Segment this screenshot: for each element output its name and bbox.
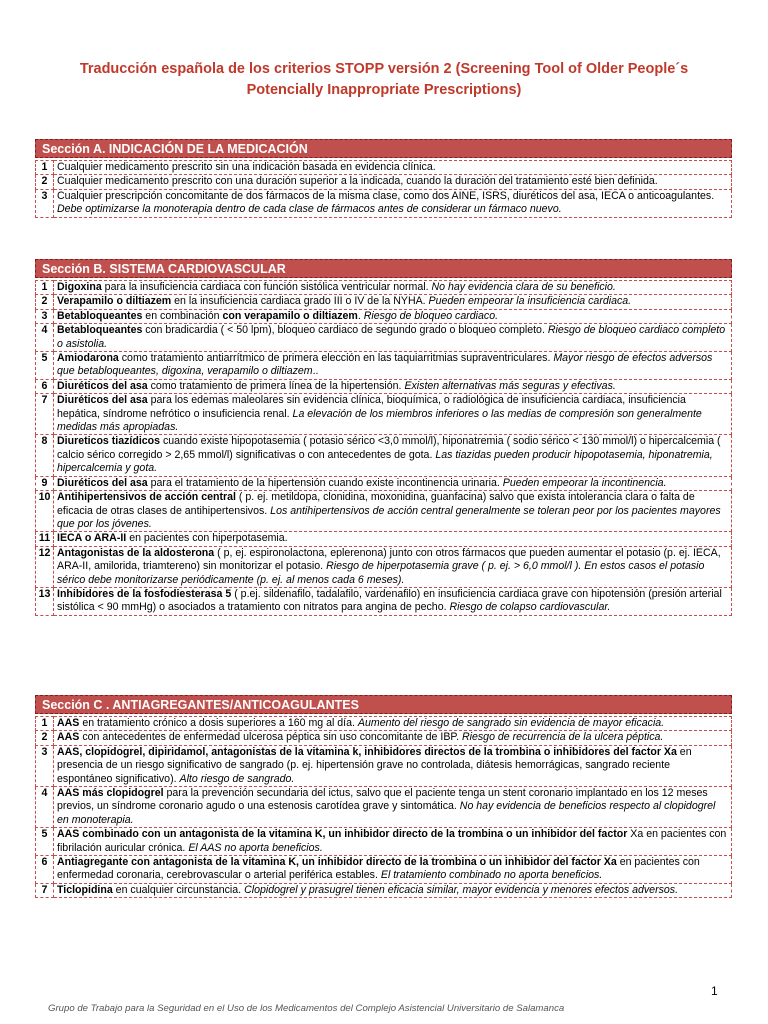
section-heading: Sección C . ANTIAGREGANTES/ANTICOAGULANTES <box>35 695 732 714</box>
criterion-text-segment: AAS más clopidogrel <box>57 787 164 800</box>
criterion-text-segment: en combinación <box>142 309 223 322</box>
criterion-text-segment: para la insuficiencia cardiaca con función sistólica ventricular normal. <box>101 281 432 293</box>
criterion-row <box>36 787 732 828</box>
criterion-text <box>54 324 732 352</box>
section-b <box>35 259 732 616</box>
criterion-text <box>54 175 732 189</box>
criterion-text-segment: Diureticos tiazídicos <box>57 435 161 448</box>
criterion-text <box>54 828 732 856</box>
criterion-row <box>36 745 732 786</box>
criterion-row <box>36 532 732 546</box>
criterion-row <box>36 295 732 309</box>
criterion-text-segment: Riesgo de bloqueo cardiaco. <box>363 309 499 322</box>
criterion-text <box>54 856 732 884</box>
criterion-number: 3 <box>36 189 54 217</box>
criterion-row <box>36 546 732 587</box>
criterion-text <box>54 787 732 828</box>
criterion-text-segment: para los edemas maleolares sin evidencia clínica, bioquímica, o radiológica de insuficiencia cardiaca, insuficiencia hepática, síndrome nefrótico o insuficiencia renal. <box>57 394 686 420</box>
criterion-text-segment: Cualquier medicamento prescrito sin una indicación basada en evidencia clínica. <box>57 161 436 173</box>
criterion-text <box>54 295 732 309</box>
criterion-row <box>36 828 732 856</box>
criterion-row <box>36 435 732 476</box>
criterion-number: 3 <box>36 745 54 786</box>
criterion-text <box>54 717 732 731</box>
criterion-number: 1 <box>36 161 54 175</box>
criterion-text-segment: Diuréticos del asa <box>57 379 148 392</box>
criterion-text-segment: .. <box>312 365 319 378</box>
criterion-text <box>54 352 732 380</box>
criterion-text <box>54 379 732 393</box>
criterion-number: 4 <box>36 787 54 828</box>
document-title-line-2: Potencially Inappropriate Prescriptions) <box>246 82 522 98</box>
criterion-text-segment: en pacientes con enfermedad coronaria, cerebrovascular o arterial periférica estables. <box>57 856 700 882</box>
criterion-text <box>54 394 732 435</box>
criterion-text <box>54 731 732 745</box>
criterion-text-segment: ( p. ej. metildopa, clonidina, moxonidina, guanfacina) salvo que exista intolerancia clara o falta de eficacia de otras clases de antihipertensivos. <box>57 491 695 517</box>
criterion-text-segment: Antiagregante con antagonista de la vitamina K, un inhibidor directo de la trombina o un inhibidor del factor Xa <box>57 856 617 869</box>
criterion-text-segment: AAS combinado con un antagonista de la vitamina K, un inhibidor directo de la trombina o un inhibidor del factor <box>57 828 628 841</box>
criterion-text-segment: para la prevención secundaria del ictus, salvo que el paciente tenga un stent coronario implantado en los 12 meses previos, un síndrome coronario agudo o una estenosis carotídea grave y sintomática. <box>57 787 708 813</box>
criterion-text-segment: con bradicardia ( < 50 lpm), bloqueo cardiaco de segundo grado o bloqueo completo. <box>142 324 548 337</box>
criterion-row <box>36 731 732 745</box>
criterion-text-segment: AAS <box>57 731 80 744</box>
criterion-text <box>54 476 732 490</box>
criterion-text-segment: Diuréticos del asa <box>57 394 148 407</box>
section-c <box>35 695 732 898</box>
criterion-text-segment: Riesgo de colapso cardiovascular. <box>449 601 611 614</box>
criterion-number: 4 <box>36 324 54 352</box>
criterion-text-segment: AAS, clopidogrel, dipiridamol, antagonistas de la vitamina k, inhibidores directos de la trombina o inhibidores del factor Xa <box>57 745 677 758</box>
section-a <box>35 139 732 218</box>
criterion-text-segment: AAS <box>57 717 80 729</box>
criterion-number: 2 <box>36 295 54 309</box>
criterion-row <box>36 856 732 884</box>
footer-text: Grupo de Trabajo para la Seguridad en el Uso de los Medicamentos del Complejo Asistencial Universitario de Salamanca <box>48 1003 565 1014</box>
document-title-line-1: Traducción española de los criterios STOPP versión 2 (Screening Tool of Older People´s <box>79 61 689 77</box>
criteria-table <box>35 716 732 898</box>
criterion-text-segment: Riesgo de hiperpotasemia grave ( p. ej. > 6,0 mmol/l ). En estos casos el potasio sérico debe monitorizarse periódicamente (p. ej. al menos cada 6 meses). <box>57 560 705 586</box>
criterion-text-segment: Cualquier prescripción concomitante de dos fármacos de la misma clase, como dos AINE, ISRS, diuréticos del asa, IECA o anticoagulantes. <box>57 189 715 202</box>
criterion-text-segment: en tratamiento crónico a dosis superiores a 160 mg al día. <box>79 717 358 729</box>
criterion-row <box>36 717 732 731</box>
criterion-number: 13 <box>36 587 54 615</box>
criterion-number: 12 <box>36 546 54 587</box>
criterion-number: 6 <box>36 379 54 393</box>
criterion-text-segment: en la insuficiencia cardiaca grado III o IV de la NYHA. <box>171 295 429 308</box>
criterion-text-segment: en presencia de un riesgo significativo de sangrado (p. ej. hipertensión grave no controlada, diátesis hemorrágicas, sangrado reciente espontáneo significativo). <box>57 745 692 785</box>
criterion-number: 8 <box>36 435 54 476</box>
criterion-text-segment: como tratamiento de primera línea de la hipertensión. <box>147 379 405 392</box>
criterion-text-segment: IECA o ARA-II <box>57 532 127 545</box>
criterion-text-segment: . <box>357 309 364 322</box>
criterion-text <box>54 587 732 615</box>
criterion-row <box>36 352 732 380</box>
criterion-row <box>36 309 732 323</box>
criterion-row <box>36 175 732 189</box>
criterion-number: 3 <box>36 309 54 323</box>
criterion-text-segment: Digoxina <box>57 281 102 293</box>
criterion-text <box>54 281 732 295</box>
section-heading: Sección B. SISTEMA CARDIOVASCULAR <box>35 259 732 278</box>
criterion-number: 2 <box>36 731 54 745</box>
criteria-table <box>35 160 732 218</box>
criterion-row <box>36 189 732 217</box>
criterion-text-segment: El tratamiento combinado no aporta beneficios. <box>380 869 603 882</box>
criterion-row <box>36 161 732 175</box>
criterion-text-segment: Riesgo de bloqueo cardiaco completo o asistolia. <box>57 324 726 350</box>
criterion-row <box>36 394 732 435</box>
criterion-text-segment: La elevación de los miembros inferiores o las medias de compresión son generalmente medidas más apropiadas. <box>57 407 702 434</box>
criterion-text-segment: Verapamilo o diltiazem <box>57 295 172 308</box>
criterion-number: 6 <box>36 856 54 884</box>
criterion-text-segment: Mayor riesgo de efectos adversos que betabloqueantes, digoxina, verapamilo o diltiazem <box>57 352 713 378</box>
criterion-text-segment: Existen alternativas más seguras y efectivas. <box>404 379 616 392</box>
criterion-row <box>36 281 732 295</box>
criterion-text-segment: Riesgo de recurrencia de la ulcera péptica. <box>461 731 664 744</box>
criterion-text-segment: Antagonistas de la aldosterona <box>57 546 215 559</box>
criterion-text <box>54 309 732 323</box>
criterion-text-segment: para el tratamiento de la hipertensión cuando existe incontinencia urinaria. <box>147 476 503 489</box>
criterion-number: 10 <box>36 491 54 532</box>
criterion-text-segment: en cualquier circunstancia. <box>112 883 245 896</box>
criterion-text <box>54 491 732 532</box>
criterion-text <box>54 883 732 897</box>
criterion-text <box>54 745 732 786</box>
criterion-text-segment: con antecedentes de enfermedad ulcerosa péptica sin uso concomitante de IBP. <box>79 731 462 744</box>
criterion-text-segment: Debe optimizarse la monoterapia dentro de cada clase de fármacos antes de considerar un fármaco nuevo. <box>57 203 562 216</box>
criteria-table <box>35 280 732 616</box>
criterion-row <box>36 324 732 352</box>
criterion-text-segment: No hay evidencia de beneficios respecto al clopidogrel en monoterapia. <box>57 800 716 826</box>
criterion-number: 7 <box>36 883 54 897</box>
criterion-row <box>36 883 732 897</box>
criterion-text-segment: Clopidogrel y prasugrel tienen eficacia similar, mayor evidencia y menores efectos adversos. <box>244 883 679 896</box>
criterion-text-segment: Amiodarona <box>57 352 119 365</box>
criterion-text-segment: en pacientes con hiperpotasemia. <box>126 532 288 545</box>
page-number: 1 <box>711 984 718 998</box>
criterion-text-segment: como tratamiento antiarrítmico de primera elección en las taquiarritmias supraventriculares. <box>118 352 554 365</box>
criterion-text-segment: Betabloqueantes <box>57 324 143 337</box>
criterion-text-segment: Pueden empeorar la incontinencia. <box>502 476 667 489</box>
criterion-text-segment: Ticlopidina <box>57 883 113 896</box>
criterion-text-segment: El AAS no aporta beneficios. <box>188 841 323 854</box>
criterion-text-segment: No hay evidencia clara de su beneficio. <box>431 281 616 293</box>
criterion-text <box>54 435 732 476</box>
criterion-text <box>54 189 732 217</box>
criterion-text-segment: Antihipertensivos de acción central <box>57 491 236 504</box>
criterion-text-segment: ( p.ej. sildenafilo, tadalafilo, vardenafilo) en insuficiencia cardiaca grave con hipotensión (presión arterial sistólica < 90 mmHg) o asociados a tratamiento con nitratos para angina de pecho. <box>57 587 722 614</box>
criterion-text-segment: Las tiazidas pueden producir hipopotasemia, hiponatremia, hipercalcemia y gota. <box>57 448 713 475</box>
criterion-number: 9 <box>36 476 54 490</box>
criterion-number: 7 <box>36 394 54 435</box>
criterion-number: 5 <box>36 828 54 856</box>
criterion-number: 2 <box>36 175 54 189</box>
criterion-text <box>54 161 732 175</box>
criterion-text-segment: ( p, ej. espironolactona, eplerenona) junto con otros fármacos que pueden aumentar el potasio (p. ej. IECA, ARA-II, amilorida, triamtereno) sin monitorizar el potasio. <box>57 546 721 573</box>
criterion-text-segment: Cualquier medicamento prescrito con una duración superior a la indicada, cuando la duración del tratamiento esté bien definida. <box>57 175 658 188</box>
criterion-text-segment: Inhibidores de la fosfodiesterasa 5 <box>57 587 232 600</box>
criterion-number: 11 <box>36 532 54 546</box>
criterion-text <box>54 532 732 546</box>
criterion-text-segment: Diuréticos del asa <box>57 476 148 489</box>
criterion-text-segment: Aumento del riesgo de sangrado sin evidencia de mayor eficacia. <box>357 717 665 729</box>
criterion-text-segment: cuando existe hipopotasemia ( potasio sérico <3,0 mmol/l), hiponatremia ( sodio sérico < 130 mmol/l) o hipercalcemia ( calcio sérico corregido > 2,65 mmol/l) significativas o con antecedentes de gota. <box>57 435 721 461</box>
criterion-number: 5 <box>36 352 54 380</box>
criterion-row <box>36 491 732 532</box>
criterion-text-segment: Betabloqueantes <box>57 309 143 322</box>
criterion-text-segment: Los antihipertensivos de acción central generalmente se toleran peor por los pacientes mayores que por los jóvenes. <box>57 504 721 530</box>
criterion-row <box>36 379 732 393</box>
criterion-row <box>36 587 732 615</box>
criterion-text-segment: con verapamilo o diltiazem <box>222 309 358 322</box>
criterion-number: 1 <box>36 717 54 731</box>
criterion-row <box>36 476 732 490</box>
criterion-text-segment: Pueden empeorar la insuficiencia cardiaca. <box>428 295 632 308</box>
criterion-number: 1 <box>36 281 54 295</box>
document-title <box>0 59 768 101</box>
criterion-text-segment: Xa en pacientes con fibrilación auricular crónica. <box>57 828 727 854</box>
criterion-text <box>54 546 732 587</box>
section-heading: Sección A. INDICACIÓN DE LA MEDICACIÓN <box>35 139 732 158</box>
criterion-text-segment: Alto riesgo de sangrado. <box>179 772 295 785</box>
